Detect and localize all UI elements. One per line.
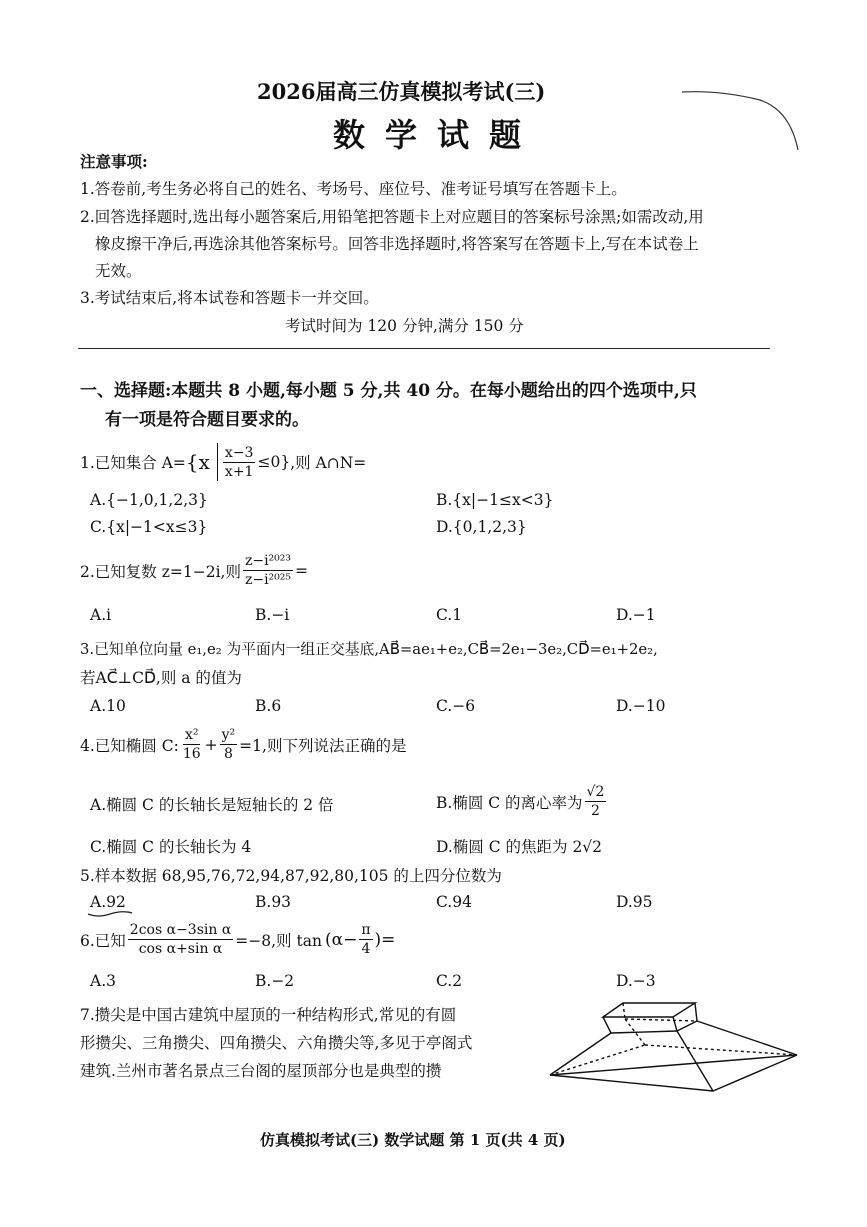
q4-stem-suffix: =1,则下列说法正确的是 [239, 736, 407, 755]
q3-option-a: A.10 [90, 697, 126, 715]
q1-option-c: C.{x|−1<x≤3} [90, 518, 208, 536]
q3-option-b: B.6 [255, 697, 282, 715]
q6-pi-den: 4 [361, 941, 371, 957]
pen-stroke-marks [680, 80, 820, 160]
q6-paren-open: (α− [324, 929, 358, 950]
q7-line-2: 形攒尖、三角攒尖、四角攒尖、六角攒尖等,多见于亭阁式 [80, 1034, 473, 1052]
q3-line-2: 若AC⃗⊥CD⃗,则 a 的值为 [80, 669, 242, 687]
q1-stem-suffix: ,则 A∩N= [290, 454, 367, 472]
q4-fraction-2 [220, 726, 238, 763]
q4-option-b-text: B.椭圆 C 的离心率为 [436, 793, 583, 812]
q5-option-d: D.95 [616, 893, 653, 911]
q4-stem [80, 726, 406, 763]
q1-option-d: D.{0,1,2,3} [436, 518, 527, 536]
pen-mark [86, 908, 136, 920]
q2-frac-num: z−i²⁰²³ [244, 553, 292, 569]
divider-line [78, 348, 770, 349]
notice-item-1: 1.答卷前,考生务必将自己的姓名、考场号、座位号、准考证号填写在答题卡上。 [80, 180, 627, 198]
q6-frac-num: 2cos α−3sin α [129, 922, 232, 938]
q2-stem-prefix: 2.已知复数 z=1−2i,则 [80, 562, 241, 581]
section-heading-line-2: 有一项是符合题目要求的。 [105, 410, 309, 430]
q5-option-c: C.94 [436, 893, 472, 911]
subject-title: 数学试题 [333, 116, 542, 154]
q2-option-d: D.−1 [616, 606, 656, 624]
q7-line-3: 建筑.兰州市著名景点三台阁的屋顶部分也是典型的攒 [80, 1062, 442, 1080]
page-footer: 仿真模拟考试(三) 数学试题 第 1 页(共 4 页) [260, 1131, 566, 1149]
q3-option-c: C.−6 [436, 697, 476, 715]
q4-option-b [436, 783, 608, 820]
q6-stem [80, 921, 395, 958]
q3-line-1: 3.已知单位向量 e₁,e₂ 为平面内一组正交基底,AB⃗=ae₁+e₂,CB⃗=2e₁−3e₂,CD⃗=e₁+2e₂, [80, 641, 658, 658]
q5-stem: 5.样本数据 68,95,76,72,94,87,92,80,105 的上四分位数为 [80, 867, 502, 885]
q6-option-c: C.2 [436, 972, 463, 990]
q1-frac-num: x−3 [224, 444, 254, 461]
q6-option-d: D.−3 [616, 972, 656, 990]
q1-condition: ≤0} [257, 453, 291, 471]
q4-option-a: A.椭圆 C 的长轴长是短轴长的 2 倍 [90, 796, 334, 814]
q6-paren-close: )= [374, 929, 396, 950]
q4-option-d: D.椭圆 C 的焦距为 2√2 [436, 838, 603, 856]
q6-stem-prefix: 6.已知 [80, 931, 126, 950]
q5-option-a: A.92 [90, 893, 126, 911]
q7-line-1: 7.攒尖是中国古建筑中屋顶的一种结构形式,常见的有圆 [80, 1006, 457, 1024]
q1-stem [80, 443, 366, 481]
q1-option-b: B.{x|−1≤x<3} [436, 491, 554, 509]
notice-item-2-line-2: 橡皮擦干净后,再选涂其他答案标号。回答非选择题时,将答案写在答题卡上,写在本试卷上 [95, 235, 699, 253]
q4-stem-prefix: 4.已知椭圆 C: [80, 736, 179, 755]
q2-option-a: A.i [90, 606, 112, 624]
q6-pi-num: π [361, 922, 371, 938]
q1-set-bar [217, 443, 218, 481]
q4-fraction-1 [181, 726, 203, 763]
q3-option-d: D.−10 [616, 697, 666, 715]
notice-heading: 注意事项: [80, 152, 148, 171]
q4-frac1-den: 16 [182, 746, 201, 762]
section-heading-line-1: 一、选择题:本题共 8 小题,每小题 5 分,共 40 分。在每小题给出的四个选项中,只 [80, 381, 697, 401]
q4-plus: + [204, 735, 218, 754]
q1-fraction [223, 444, 256, 481]
q2-stem-suffix: = [295, 561, 309, 580]
notice-item-2-line-1: 2.回答选择题时,选出每小题答案后,用铅笔把答题卡上对应题目的答案标号涂黑;如需改动,用 [80, 208, 704, 226]
q4-option-b-fraction [585, 783, 607, 820]
exam-title: 2026届高三仿真模拟考试(三) [257, 79, 546, 104]
q6-stem-middle: =−8,则 tan [235, 931, 322, 950]
q4-option-c: C.椭圆 C 的长轴长为 4 [90, 838, 252, 856]
notice-item-3: 3.考试结束后,将本试卷和答题卡一并交回。 [80, 289, 379, 307]
q1-stem-prefix: 1.已知集合 A= [80, 454, 186, 472]
q6-frac-den: cos α+sin α [138, 941, 223, 957]
q2-option-b: B.−i [255, 606, 290, 624]
notice-item-2-line-3: 无效。 [95, 262, 142, 280]
q6-fraction [128, 921, 234, 958]
q2-fraction [243, 552, 293, 589]
q5-option-b: B.93 [255, 893, 292, 911]
q2-stem [80, 552, 308, 589]
q4-option-b-den: 2 [591, 803, 600, 819]
q6-pi-fraction [359, 921, 372, 958]
time-info: 考试时间为 120 分钟,满分 150 分 [285, 317, 524, 335]
q2-frac-den: z−i²⁰²⁵ [244, 572, 292, 588]
q2-option-c: C.1 [436, 606, 463, 624]
q4-frac2-den: 8 [223, 746, 233, 762]
roof-figure [545, 995, 805, 1100]
q1-frac-den: x+1 [224, 463, 254, 480]
q1-set-open: {x [185, 450, 210, 474]
q4-frac1-num: x² [184, 727, 199, 743]
q6-option-b: B.−2 [255, 972, 295, 990]
q6-option-a: A.3 [90, 972, 116, 990]
q1-option-a: A.{−1,0,1,2,3} [90, 491, 208, 509]
q4-frac2-num: y² [221, 727, 236, 743]
q4-option-b-num: √2 [586, 784, 605, 800]
